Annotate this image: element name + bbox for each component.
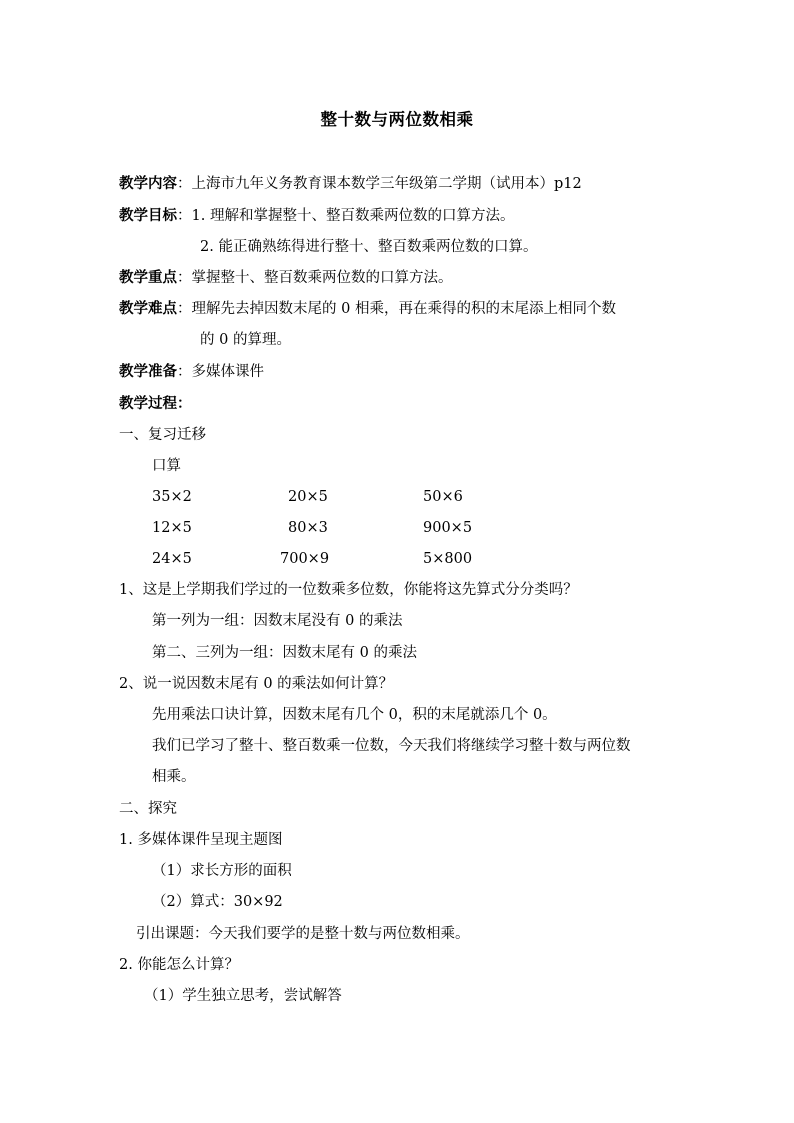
field-label: 教学内容 [119,175,177,192]
field-difficulties [119,299,616,319]
field-process [119,394,192,414]
field-value: 多媒体课件 [191,364,264,380]
field-value: 的 0 的算理。 [200,332,291,348]
answer-line: 第二、三列为一组：因数末尾有 0 的乘法 [152,645,417,661]
field-colon: ： [177,364,192,380]
grid-cell: 5×800 [423,551,473,567]
section-heading: 一、复习迁移 [119,427,206,443]
step-line: 1. 多媒体课件呈现主题图 [119,832,283,848]
field-label: 教学目标 [119,207,177,224]
grid-cell: 12×5 [152,520,192,536]
grid-cell: 700×9 [280,551,330,567]
grid-cell: 24×5 [152,551,192,567]
answer-line: 相乘。 [152,769,196,785]
answer-line: 先用乘法口诀计算，因数末尾有几个 0，积的末尾就添几个 0。 [152,707,557,723]
field-value: 2. 能正确熟练得进行整十、整百数乘两位数的口算。 [200,239,538,255]
grid-cell: 20×5 [288,489,328,505]
subheading: 口算 [152,458,181,474]
field-value: 1. 理解和掌握整十、整百数乘两位数的口算方法。 [191,208,515,224]
grid-cell: 80×3 [288,520,328,536]
step-detail: （2）算式：30×92 [152,894,283,910]
section-heading: 二、探究 [119,801,177,817]
field-preparation [119,362,264,382]
step-detail: （1）求长方形的面积 [152,863,292,879]
field-value: 上海市九年义务教育课本数学三年级第二学期（试用本）p12 [191,176,582,192]
field-difficulties-2 [200,330,291,350]
question: 2、说一说因数末尾有 0 的乘法如何计算？ [119,676,394,692]
field-label: 教学过程 [119,395,177,412]
field-key-points [119,268,453,288]
step-detail: 引出课题：今天我们要学的是整十数与两位数相乘。 [136,926,470,942]
field-label: 教学难点 [119,300,177,317]
step-detail: （1）学生独立思考，尝试解答 [144,988,342,1004]
field-colon: ： [177,208,192,224]
field-value: 掌握整十、整百数乘两位数的口算方法。 [191,270,453,286]
field-colon: ： [177,395,192,412]
answer-line: 第一列为一组：因数末尾没有 0 的乘法 [152,613,403,629]
grid-cell: 50×6 [423,489,463,505]
field-content [119,174,582,194]
field-objectives [119,206,514,226]
step-line: 2. 你能怎么计算？ [119,957,239,973]
field-colon: ： [177,270,192,286]
grid-cell: 35×2 [152,489,192,505]
field-colon: ： [177,301,192,317]
question: 1、这是上学期我们学过的一位数乘多位数，你能将这先算式分分类吗？ [119,582,578,598]
field-label: 教学重点 [119,269,177,286]
field-value: 理解先去掉因数末尾的 0 相乘，再在乘得的积的末尾添上相同个数 [191,301,616,317]
field-label: 教学准备 [119,363,177,380]
answer-line: 我们已学习了整十、整百数乘一位数，今天我们将继续学习整十数与两位数 [152,738,631,754]
grid-cell: 900×5 [423,520,473,536]
field-objectives-2 [200,237,537,257]
field-colon: ： [177,176,192,192]
document-title: 整十数与两位数相乘 [320,110,474,129]
